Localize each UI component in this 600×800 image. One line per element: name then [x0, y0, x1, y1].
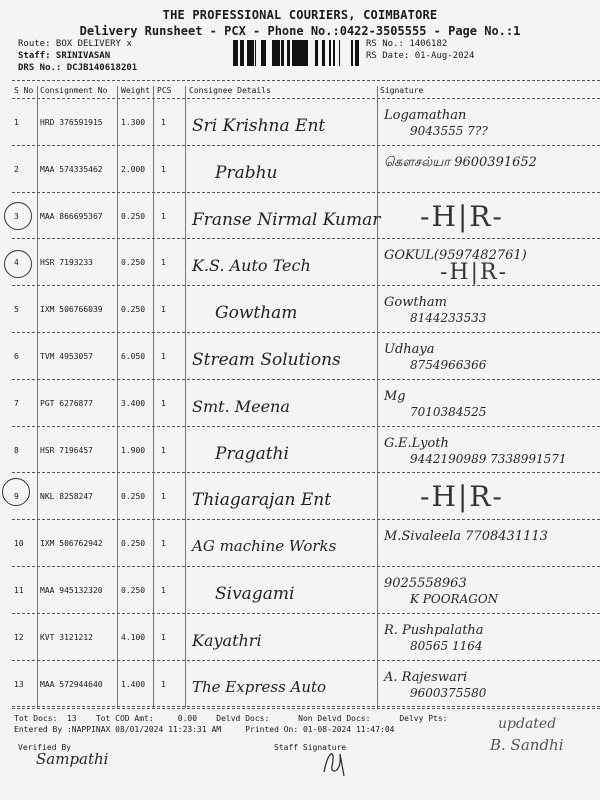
row-pcs: 1 — [161, 258, 166, 268]
barcode — [233, 40, 361, 66]
barcode-bar — [329, 40, 331, 66]
signature-line-1: M.Sivaleela 7708431113 — [384, 529, 548, 545]
pen-circle-mark — [2, 478, 30, 506]
route-field: Route: BOX DELIVERY x — [18, 39, 132, 49]
row-weight: 0.250 — [121, 492, 146, 502]
row-consignee-handwritten: Sri Krishna Ent — [192, 116, 326, 136]
row-weight: 3.400 — [121, 398, 146, 408]
row-consignee-handwritten: Prabhu — [215, 162, 278, 183]
row-sno: 1 — [14, 118, 19, 127]
pen-circle-mark — [4, 250, 32, 278]
rs-date-field: RS Date: 01-Aug-2024 — [366, 51, 475, 61]
row-pcs: 1 — [161, 539, 166, 549]
barcode-bar — [333, 40, 334, 66]
column-rule — [153, 86, 154, 708]
barcode-bar — [301, 40, 304, 66]
row-divider — [12, 566, 600, 567]
row-divider — [12, 145, 600, 146]
row-divider — [12, 238, 600, 239]
signature-line-2: K POORAGON — [410, 592, 499, 606]
row-consignment-no: HSR 7196457 — [40, 445, 93, 455]
row-weight: 0.250 — [121, 539, 146, 549]
divider — [12, 80, 600, 81]
barcode-bar — [351, 40, 353, 66]
row-consignee-handwritten: AG machine Works — [192, 537, 337, 556]
row-consignee-handwritten: Sivagami — [215, 584, 295, 604]
totals-line: Tot Docs: 13 Tot COD Amt: 0.00 Delvd Docs: Non Delvd Docs: Delvy Pts: — [14, 714, 448, 723]
signature-hr-mark: -H|R- — [440, 260, 509, 286]
barcode-bar — [355, 40, 356, 66]
staff-signature-label: Staff Signature — [274, 743, 347, 752]
staff-field: Staff: SRINIVASAN — [18, 51, 111, 61]
row-sno: 5 — [14, 305, 19, 315]
barcode-bar — [274, 40, 277, 66]
column-rule — [37, 86, 38, 708]
barcode-bar — [322, 40, 325, 66]
signature-line-1: Gowtham — [384, 295, 448, 311]
row-pcs: 1 — [161, 305, 166, 315]
staff-signature-scribble — [318, 744, 358, 778]
row-pcs: 1 — [161, 679, 166, 689]
row-sno: 13 — [14, 679, 24, 689]
barcode-bar — [261, 40, 263, 66]
row-divider — [12, 285, 600, 286]
row-consignee-handwritten: K.S. Auto Tech — [192, 256, 311, 276]
row-divider — [12, 192, 600, 193]
signature-line-2: 9442190989 7338991571 — [410, 451, 567, 466]
barcode-bar — [356, 40, 359, 66]
pen-circle-mark — [4, 202, 32, 230]
row-pcs: 1 — [161, 586, 166, 595]
row-consignment-no: IXM 506762942 — [40, 539, 103, 549]
barcode-bar — [235, 40, 237, 66]
row-consignment-no: PGT 6276877 — [40, 398, 93, 408]
row-weight: 4.100 — [121, 632, 146, 642]
row-divider — [12, 426, 600, 427]
barcode-bar — [237, 40, 238, 66]
row-sno: 8 — [14, 445, 19, 455]
row-pcs: 1 — [161, 632, 166, 642]
row-consignment-no: TVM 4953057 — [40, 352, 93, 361]
row-consignment-no: IXM 506766039 — [40, 305, 103, 315]
barcode-bar — [277, 40, 280, 66]
barcode-bar — [300, 40, 301, 66]
signature-hr-mark: -H|R- — [420, 199, 504, 233]
col-pcs: PCS — [157, 86, 172, 95]
header-right — [366, 38, 474, 62]
row-consignee-handwritten: Franse Nirmal Kumar — [192, 209, 381, 230]
row-consignment-no: MAA 574335462 — [40, 164, 103, 174]
company-name: THE PROFESSIONAL COURIERS, COIMBATORE — [162, 8, 438, 22]
column-rule — [185, 86, 186, 708]
signature-line-1: Mg — [384, 388, 406, 404]
signature-line-2: 8144233533 — [410, 311, 487, 326]
divider — [12, 708, 600, 709]
barcode-bar — [339, 40, 340, 66]
signature-line-2: 80565 1164 — [410, 638, 483, 653]
row-consignee-handwritten: The Express Auto — [192, 677, 327, 696]
row-sno: 11 — [14, 586, 24, 595]
col-sno: S No — [14, 86, 34, 95]
verified-by-label: Verified By — [18, 743, 71, 752]
barcode-bar — [243, 40, 244, 66]
barcode-bar — [264, 40, 266, 66]
barcode-bar — [334, 40, 335, 66]
drs-field: DRS No.: DCJB140618201 — [18, 63, 138, 73]
row-divider — [12, 332, 600, 333]
row-consignee-handwritten: Pragathi — [215, 443, 289, 464]
row-consignment-no: MAA 572944640 — [40, 679, 103, 689]
row-sno: 12 — [14, 632, 24, 642]
barcode-bar — [263, 40, 264, 66]
row-sno: 3 — [14, 211, 19, 221]
row-pcs: 1 — [161, 118, 166, 127]
barcode-bar — [240, 40, 243, 66]
signature-line-1: 9025558963 — [384, 576, 467, 591]
row-consignee-handwritten: Thiagarajan Ent — [192, 490, 332, 511]
barcode-bar — [249, 40, 252, 66]
row-consignment-no: MAA 945132320 — [40, 586, 103, 595]
row-weight: 0.250 — [121, 305, 146, 315]
barcode-bar — [252, 40, 254, 66]
signature-hr-mark: -H|R- — [420, 480, 504, 514]
divider — [12, 98, 600, 99]
row-pcs: 1 — [161, 445, 166, 455]
barcode-bar — [292, 40, 294, 66]
row-consignment-no: HSR 7193233 — [40, 258, 93, 268]
row-consignment-no: HRD 376591915 — [40, 118, 103, 127]
barcode-bar — [294, 40, 297, 66]
barcode-bar — [247, 40, 249, 66]
col-consignee: Consignee Details — [189, 86, 271, 95]
signature-line-2: 9600375580 — [410, 685, 487, 700]
row-weight: 1.400 — [121, 679, 146, 689]
barcode-bar — [315, 40, 318, 66]
barcode-bar — [272, 40, 274, 66]
row-divider — [12, 660, 600, 661]
row-weight: 0.250 — [121, 258, 146, 268]
row-weight: 2.000 — [121, 164, 146, 174]
row-weight: 6.050 — [121, 352, 146, 361]
row-divider — [12, 472, 600, 473]
signature-line-1: Logamathan — [384, 108, 467, 123]
row-pcs: 1 — [161, 398, 166, 408]
signature-line-1: GOKUL(9597482761) — [384, 248, 527, 264]
row-divider — [12, 379, 600, 380]
signature-line-1: Udhaya — [384, 342, 435, 357]
updated-note: updated — [498, 716, 557, 732]
barcode-bar — [304, 40, 306, 66]
row-consignee-handwritten: Gowtham — [215, 303, 298, 324]
updated-signature: B. Sandhi — [490, 736, 564, 754]
barcode-bar — [233, 40, 235, 66]
signature-line-2: 7010384525 — [410, 404, 487, 419]
rs-no-field: RS No.: 1406182 — [366, 39, 448, 49]
entered-line: Entered By :NAPPINAX 08/01/2024 11:23:31 AM Printed On: 01-08-2024 11:47:04 — [14, 725, 395, 734]
row-sno: 7 — [14, 398, 19, 408]
barcode-bar — [255, 40, 256, 66]
row-consignment-no: NKL 8258247 — [40, 492, 93, 502]
row-divider — [12, 613, 600, 614]
row-sno: 6 — [14, 352, 19, 361]
row-sno: 10 — [14, 539, 24, 549]
row-weight: 1.900 — [121, 445, 146, 455]
signature-line-2: 8754966366 — [410, 358, 487, 372]
row-pcs: 1 — [161, 492, 166, 502]
barcode-bar — [306, 40, 308, 66]
column-rule — [377, 86, 378, 708]
header-left — [18, 38, 137, 74]
signature-line-2: 9043555 7?? — [410, 124, 488, 138]
row-consignment-no: MAA 866695367 — [40, 211, 103, 221]
row-sno: 4 — [14, 258, 19, 268]
row-consignee-handwritten: Kayathri — [192, 630, 262, 650]
signature-line-1: G.E.Lyoth — [384, 435, 449, 451]
row-pcs: 1 — [161, 164, 166, 174]
col-signature: Signature — [380, 86, 424, 95]
signature-line-1: R. Pushpalatha — [384, 622, 484, 638]
barcode-bar — [281, 40, 284, 66]
barcode-bar — [287, 40, 290, 66]
col-consignment: Consignment No — [40, 86, 108, 95]
row-weight: 0.250 — [121, 211, 146, 221]
row-weight: 1.300 — [121, 118, 146, 127]
column-rule — [117, 86, 118, 708]
barcode-bar — [297, 40, 300, 66]
row-consignment-no: KVT 3121212 — [40, 632, 93, 642]
signature-line-1: கௌசல்யா 9600391652 — [384, 154, 537, 170]
row-divider — [12, 519, 600, 520]
verified-signature: Sampathi — [36, 750, 109, 768]
row-consignee-handwritten: Stream Solutions — [192, 350, 341, 370]
row-pcs: 1 — [161, 211, 166, 221]
row-sno: 9 — [14, 492, 19, 502]
row-sno: 2 — [14, 164, 19, 174]
signature-line-1: A. Rajeswari — [384, 669, 468, 685]
runsheet-title: Delivery Runsheet - PCX - Phone No.:0422-3505555 - Page No.:1 — [79, 24, 521, 38]
row-pcs: 1 — [161, 352, 166, 361]
row-weight: 0.250 — [121, 586, 146, 595]
row-consignee-handwritten: Smt. Meena — [192, 396, 290, 416]
col-weight: Weight — [121, 86, 150, 95]
